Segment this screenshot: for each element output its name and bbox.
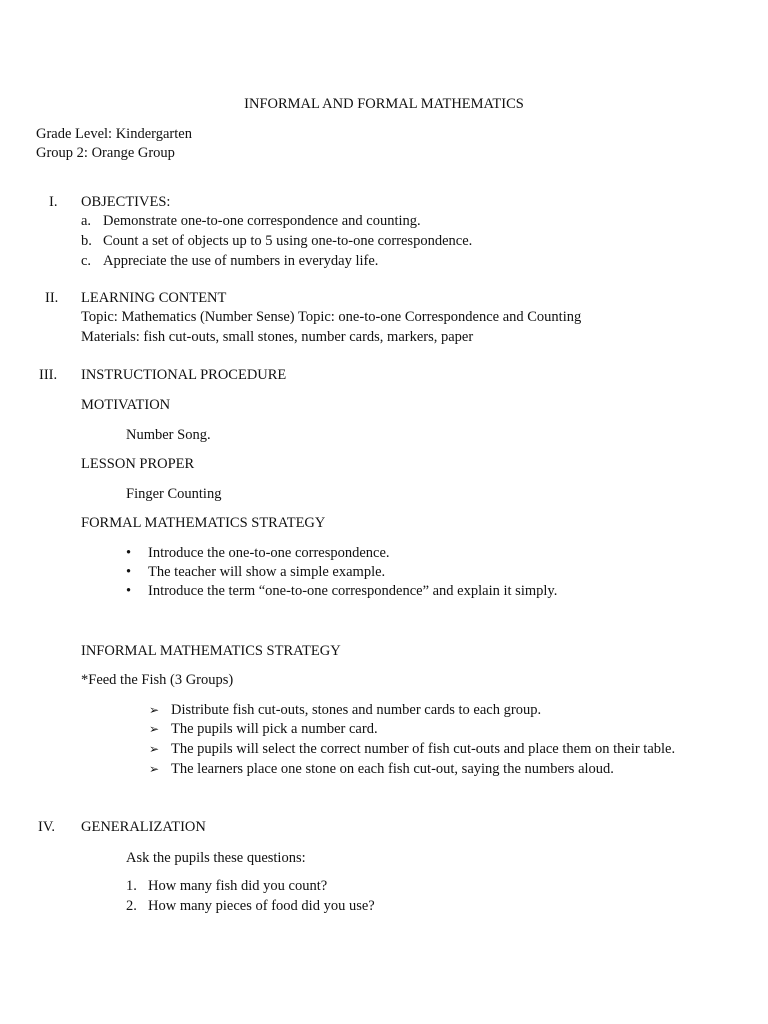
generalization-intro: Ask the pupils these questions: [126,850,306,866]
generalization-heading: GENERALIZATION [81,819,206,835]
materials-line: Materials: fish cut-outs, small stones, number cards, markers, paper [81,329,474,345]
objectives-heading: OBJECTIVES: [81,194,171,210]
objective-item: Appreciate the use of numbers in everyday life. [103,253,379,269]
lesson-proper-text: Finger Counting [126,486,222,502]
learning-content-heading: LEARNING CONTENT [81,290,227,306]
formal-strategy-heading: FORMAL MATHEMATICS STRATEGY [81,515,326,531]
bullet-icon: • [126,545,132,561]
motivation-heading: MOTIVATION [81,397,171,413]
objective-marker: a. [81,213,92,229]
group-name: Group 2: Orange Group [36,145,175,161]
lesson-proper-heading: LESSON PROPER [81,456,195,472]
section-numeral-3: III. [39,367,58,383]
formal-strategy-item: Introduce the one-to-one correspondence. [148,545,390,561]
arrow-bullet-icon: ➢ [149,722,160,736]
formal-strategy-item: Introduce the term “one-to-one correspondence” and explain it simply. [148,583,558,599]
informal-strategy-item: Distribute fish cut-outs, stones and number cards to each group. [171,702,542,718]
informal-strategy-item: The pupils will pick a number card. [171,721,378,737]
objective-item: Demonstrate one-to-one correspondence and counting. [103,213,421,229]
grade-level: Grade Level: Kindergarten [36,126,192,142]
arrow-bullet-icon: ➢ [149,762,160,776]
section-numeral-2: II. [45,290,59,306]
question-marker: 1. [126,878,137,894]
formal-strategy-item: The teacher will show a simple example. [148,564,386,580]
question-marker: 2. [126,898,137,914]
motivation-text: Number Song. [126,427,211,443]
informal-strategy-item: The learners place one stone on each fish cut-out, saying the numbers aloud. [171,761,614,777]
document-title: INFORMAL AND FORMAL MATHEMATICS [244,96,524,112]
bullet-icon: • [126,564,132,580]
objective-item: Count a set of objects up to 5 using one-to-one correspondence. [103,233,473,249]
informal-strategy-heading: INFORMAL MATHEMATICS STRATEGY [81,643,341,659]
informal-strategy-item: The pupils will select the correct number of fish cut-outs and place them on their table. [171,741,676,757]
bullet-icon: • [126,583,132,599]
arrow-bullet-icon: ➢ [149,742,160,756]
procedure-heading: INSTRUCTIONAL PROCEDURE [81,367,287,383]
arrow-bullet-icon: ➢ [149,703,160,717]
section-numeral-1: I. [49,194,58,210]
objective-marker: b. [81,233,92,249]
section-numeral-4: IV. [38,819,56,835]
objective-marker: c. [81,253,92,269]
topic-line: Topic: Mathematics (Number Sense) Topic: one-to-one Correspondence and Counting [81,309,582,325]
question-item: How many pieces of food did you use? [148,898,375,914]
question-item: How many fish did you count? [148,878,328,894]
activity-title: *Feed the Fish (3 Groups) [81,672,234,688]
